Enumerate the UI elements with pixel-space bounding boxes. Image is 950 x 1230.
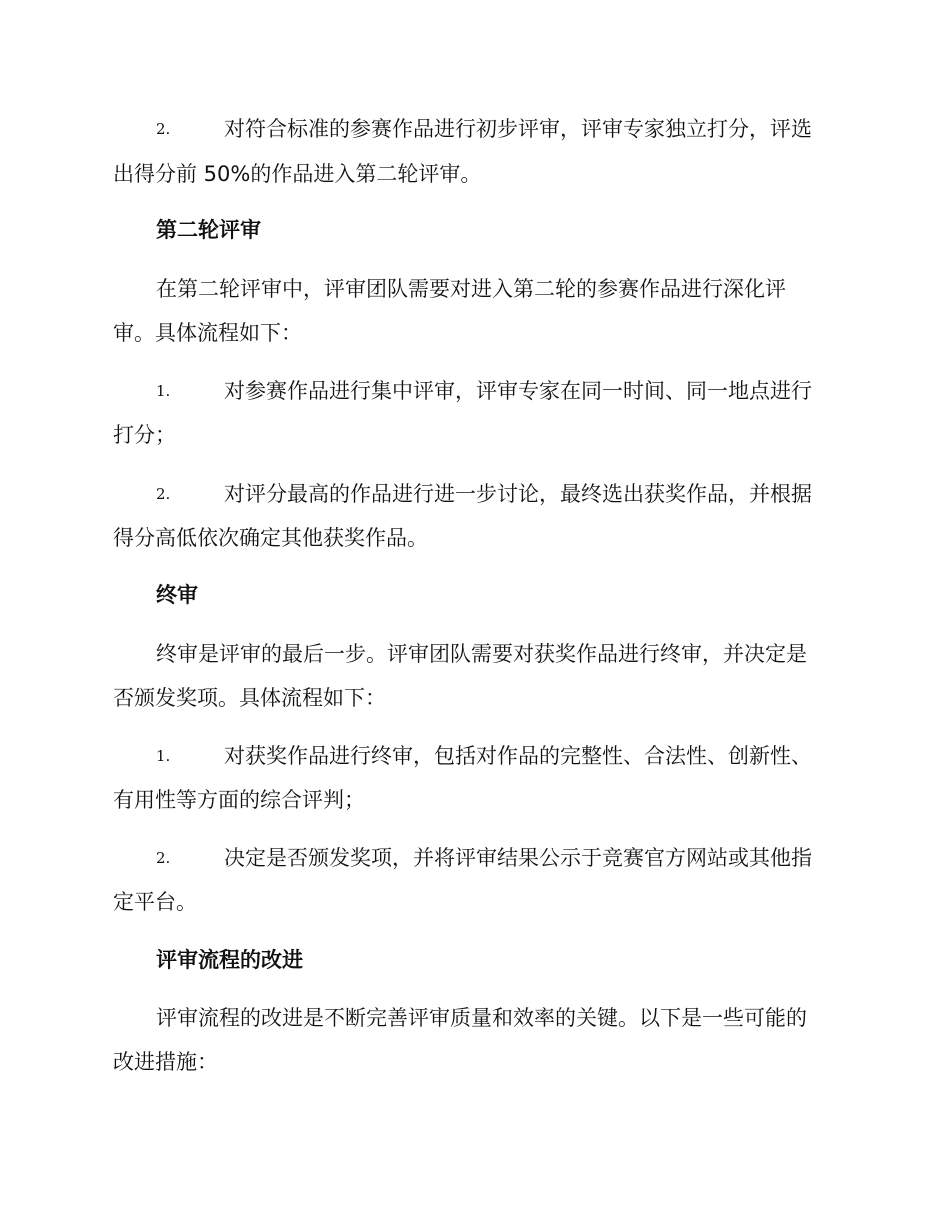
list-item-text-line: 有用性等方面的综合评判； — [113, 788, 365, 812]
section-heading: 评审流程的改进 — [156, 948, 303, 972]
list-number: 1. — [156, 382, 171, 400]
list-number: 2. — [156, 849, 171, 867]
list-item-text-line: 对符合标准的参赛作品进行初步评审，评审专家独立打分，评选 — [224, 117, 812, 141]
paragraph-line: 在第二轮评审中，评审团队需要对进入第二轮的参赛作品进行深化评 — [156, 277, 786, 301]
paragraph-line: 终审是评审的最后一步。评审团队需要对获奖作品进行终审，并决定是 — [156, 642, 807, 666]
list-item-text-line: 对获奖作品进行终审，包括对作品的完整性、合法性、创新性、 — [224, 744, 812, 768]
section-heading: 终审 — [156, 583, 198, 607]
list-item-text-line: 定平台。 — [113, 890, 197, 914]
list-item-text-line: 得分高低依次确定其他获奖作品。 — [113, 526, 428, 550]
list-item-text-line: 对评分最高的作品进行进一步讨论，最终选出获奖作品，并根据 — [224, 482, 812, 506]
list-item-text-line: 打分； — [113, 423, 176, 447]
paragraph-line: 审。具体流程如下： — [113, 321, 302, 345]
list-number: 2. — [156, 120, 171, 138]
list-item-text-line: 决定是否颁发奖项，并将评审结果公示于竞赛官方网站或其他指 — [224, 846, 812, 870]
section-heading: 第二轮评审 — [156, 218, 261, 242]
list-item-text-line: 出得分前 50%的作品进入第二轮评审。 — [113, 162, 482, 186]
paragraph-line: 改进措施： — [113, 1050, 218, 1074]
paragraph-line: 否颁发奖项。具体流程如下： — [113, 686, 386, 710]
paragraph-line: 评审流程的改进是不断完善评审质量和效率的关键。以下是一些可能的 — [156, 1006, 807, 1030]
list-item-text-line: 对参赛作品进行集中评审，评审专家在同一时间、同一地点进行 — [224, 379, 812, 403]
list-number: 2. — [156, 485, 171, 503]
list-number: 1. — [156, 747, 171, 765]
